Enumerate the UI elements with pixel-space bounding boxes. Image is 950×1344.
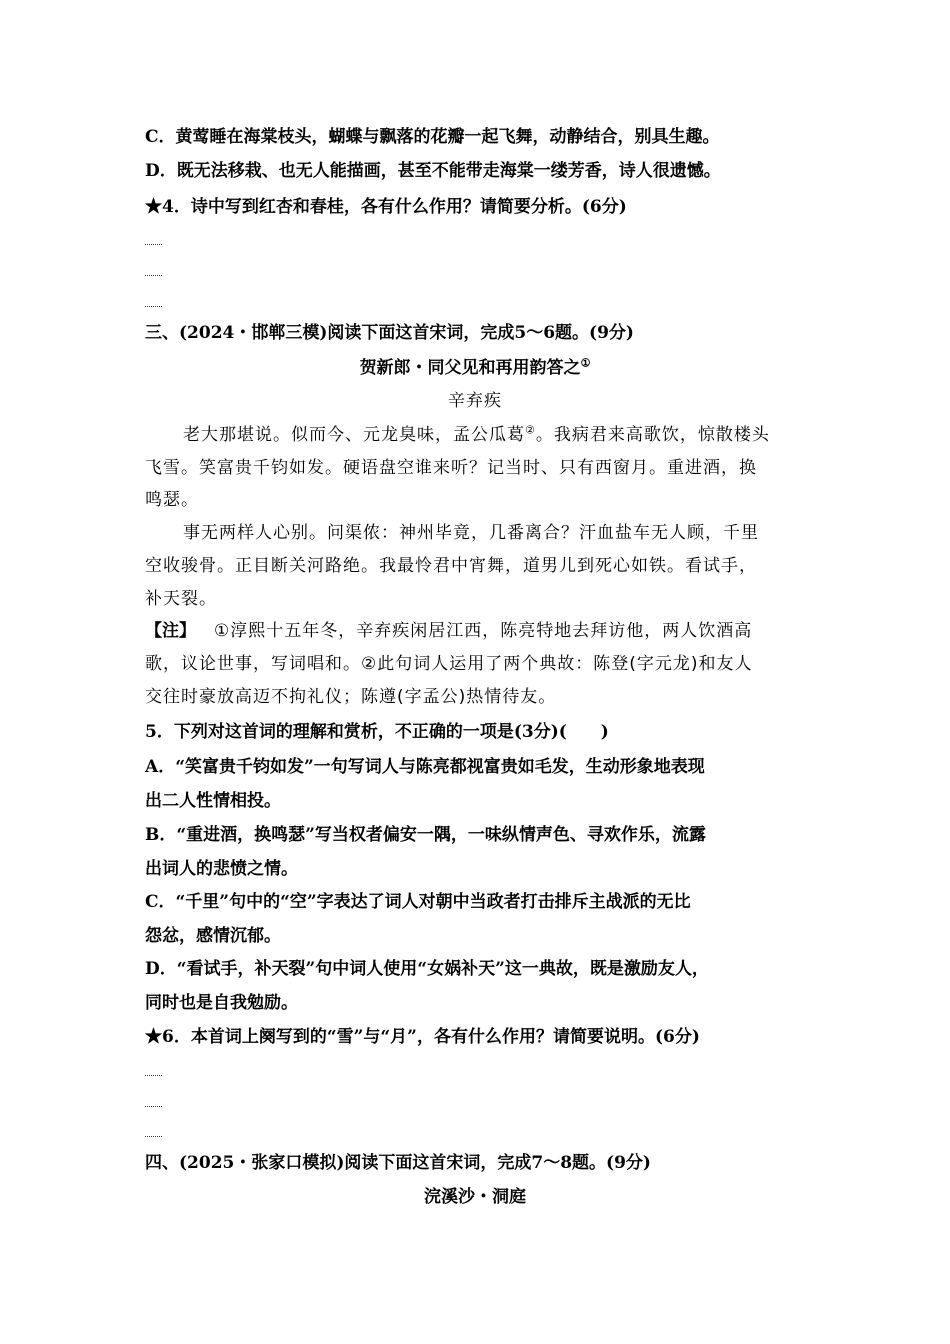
q5-option-c-line1: C．“千里”句中的“空”字表达了词人对朝中当政者打击排斥主战派的无比 xyxy=(145,892,691,912)
note-label: 【注】 xyxy=(145,621,196,641)
note-line2: 歌，议论世事，写词唱和。②此句词人运用了两个典故：陈登(字元龙)和友人 xyxy=(145,654,753,674)
poem-paragraph1-line1 xyxy=(183,424,813,446)
q6-question: ★6．本首词上阕写到的“雪”与“月”，各有什么作用？请简要说明。(6分) xyxy=(145,1027,700,1047)
q5-stem: 5．下列对这首词的理解和赏析，不正确的一项是(3分)( ) xyxy=(145,722,609,742)
section4-poem-title: 浣溪沙・洞庭 xyxy=(424,1187,526,1207)
answer-line xyxy=(145,1136,162,1137)
section4-header: 四、(2025・张家口模拟)阅读下面这首宋词，完成7～8题。(9分) xyxy=(145,1153,651,1173)
poem-paragraph1-line2: 飞雪。笑富贵千钧如发。硬语盘空谁来听？记当时、只有西窗月。重进酒，换 xyxy=(145,458,757,478)
section3-header: 三、(2024・邯郸三模)阅读下面这首宋词，完成5～6题。(9分) xyxy=(145,323,634,343)
q5-option-d-line2: 同时也是自我勉励。 xyxy=(145,993,298,1013)
q5-option-a-line1: A．“笑富贵千钧如发”一句写词人与陈亮都视富贵如毛发，生动形象地表现 xyxy=(145,757,705,777)
q3-option-d: D．既无法移栽、也无人能描画，甚至不能带走海棠一缕芳香，诗人很遗憾。 xyxy=(145,161,721,181)
poem-author: 辛弃疾 xyxy=(448,391,502,411)
poem-text: 老大那堪说。似而今、元龙臭味，孟公瓜葛 xyxy=(183,425,525,445)
q5-option-b-line1: B．“重进酒，换鸣瑟”写当权者偏安一隅，一味纵情声色、寻欢作乐，流露 xyxy=(145,825,706,845)
q4-question: ★4．诗中写到红杏和春桂，各有什么作用？请简要分析。(6分) xyxy=(145,197,627,217)
q5-option-d-line1: D．“看试手，补天裂”句中词人使用“女娲补天”这一典故，既是激励友人， xyxy=(145,959,709,979)
note-line1 xyxy=(145,620,813,642)
footnote-mark-2: ② xyxy=(525,423,536,437)
poem-title xyxy=(145,357,805,379)
answer-line xyxy=(145,244,162,245)
poem-paragraph2-line3: 补天裂。 xyxy=(145,589,217,609)
poem-title-text: 贺新郎・同父见和再用韵答之 xyxy=(359,358,581,378)
poem-paragraph2-line1: 事无两样人心别。问渠侬：神州毕竟，几番离合？汗血盐车无人顾，千里 xyxy=(183,523,759,543)
q5-option-c-line2: 怨忿，感情沉郁。 xyxy=(145,926,281,946)
q5-option-b-line2: 出词人的悲愤之情。 xyxy=(145,859,298,879)
answer-line xyxy=(145,275,162,276)
answer-line xyxy=(145,1075,162,1076)
poem-paragraph2-line2: 空收骏骨。正目断关河路绝。我最怜君中宵舞，道男儿到死心如铁。看试手， xyxy=(145,556,757,576)
poem-paragraph1-line3: 鸣瑟。 xyxy=(145,490,199,510)
poem-title-footnote-mark: ① xyxy=(580,356,591,370)
q5-option-a-line2: 出二人性情相投。 xyxy=(145,791,281,811)
poem-text: 。我病君来高歌饮，惊散楼头 xyxy=(535,425,770,445)
answer-line xyxy=(145,1106,162,1107)
note-line3: 交往时豪放高迈不拘礼仪；陈遵(字孟公)热情待友。 xyxy=(145,687,557,707)
q3-option-c: C．黄莺睡在海棠枝头，蝴蝶与飘落的花瓣一起飞舞，动静结合，别具生趣。 xyxy=(145,127,720,147)
note-text: ①淳熙十五年冬，辛弃疾闲居江西，陈亮特地去拜访他，两人饮酒高 xyxy=(214,621,753,641)
answer-line xyxy=(145,306,162,307)
